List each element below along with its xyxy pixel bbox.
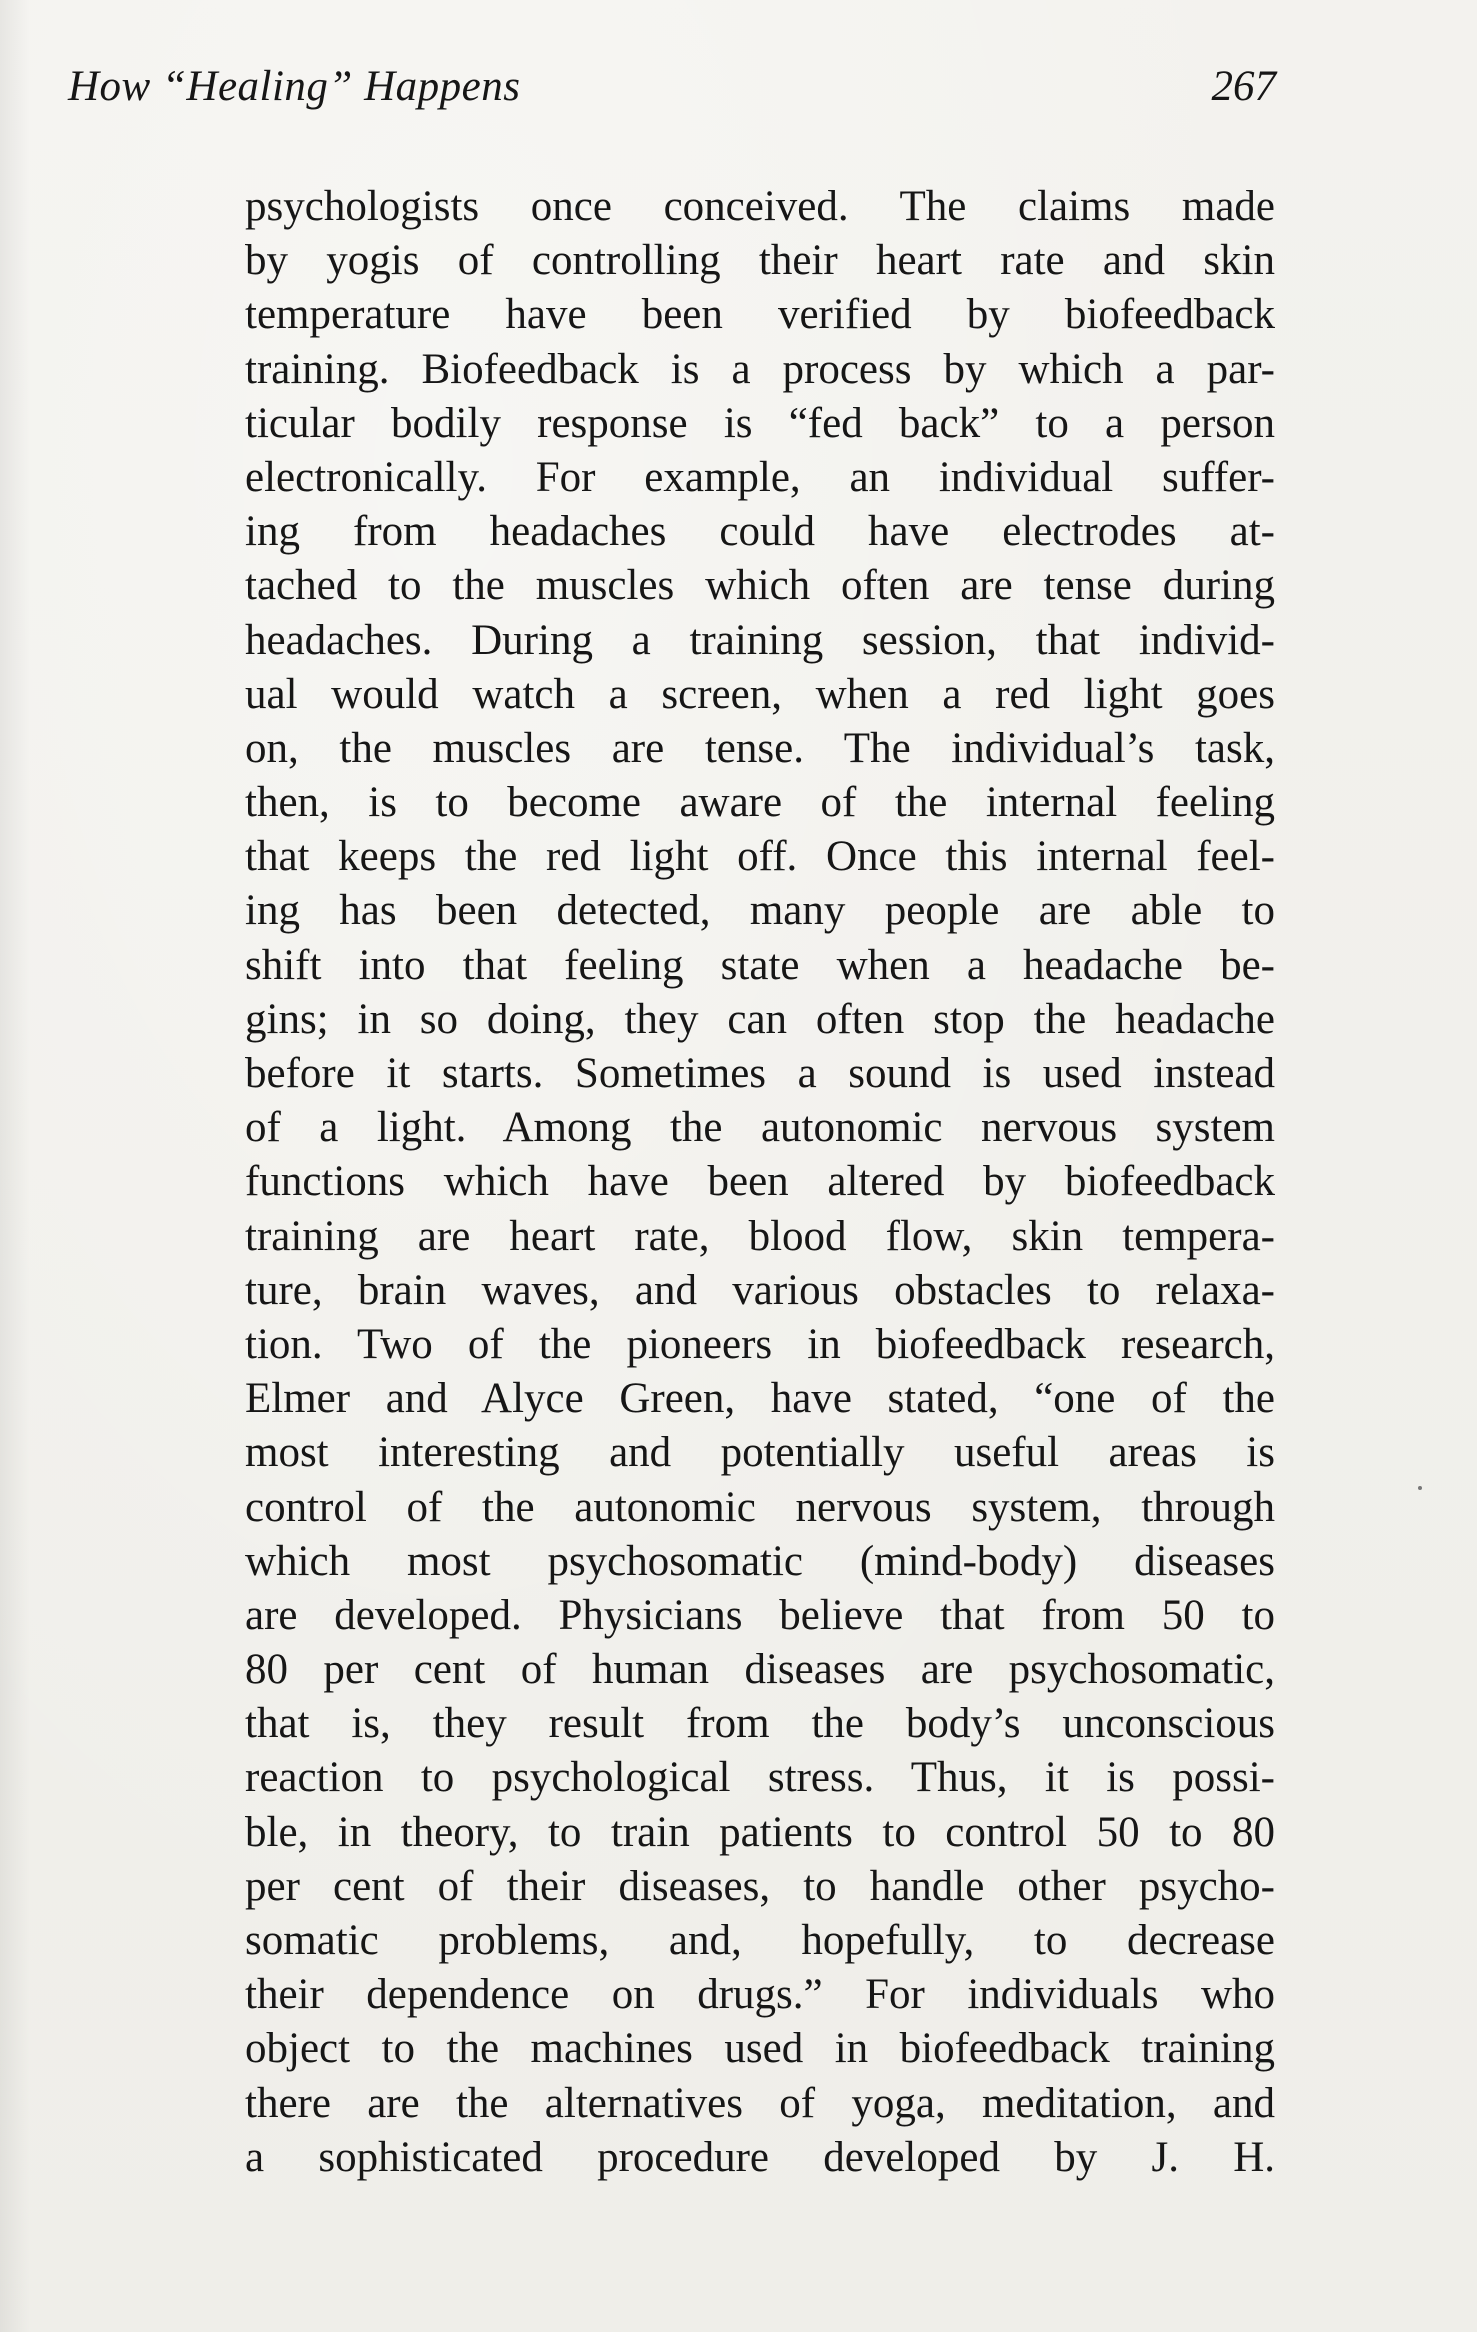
- text-line: electronically. For example, an individual suffer-: [245, 453, 1275, 501]
- page-gutter-shadow: [0, 0, 30, 2332]
- text-line: most interesting and potentially useful areas is: [245, 1429, 1275, 1477]
- text-line: gins; in so doing, they can often stop the headache: [245, 995, 1275, 1043]
- text-line: Elmer and Alyce Green, have stated, “one of the: [245, 1375, 1275, 1423]
- text-line: training. Biofeedback is a process by which a par-: [245, 345, 1275, 393]
- text-line: per cent of their diseases, to handle other psycho-: [245, 1862, 1275, 1910]
- text-line: shift into that feeling state when a headache be-: [245, 941, 1275, 989]
- text-line: headaches. During a training session, that individ-: [245, 616, 1275, 664]
- text-line: psychologists once conceived. The claims made: [245, 183, 1275, 230]
- text-line: a sophisticated procedure developed by J. H.: [245, 2133, 1275, 2181]
- text-line: before it starts. Sometimes a sound is used instead: [245, 1050, 1275, 1097]
- ink-speck: [1418, 1486, 1422, 1490]
- text-line: ble, in theory, to train patients to control 50 to 80: [245, 1808, 1275, 1856]
- text-line: 80 per cent of human diseases are psychosomatic,: [245, 1646, 1275, 1694]
- text-line: reaction to psychological stress. Thus, it is possi-: [245, 1754, 1275, 1802]
- running-head: How “Healing” Happens: [68, 63, 521, 110]
- text-line: ture, brain waves, and various obstacles to relaxa-: [245, 1266, 1275, 1314]
- text-line: temperature have been verified by biofeedback: [245, 291, 1275, 339]
- text-line: control of the autonomic nervous system, through: [245, 1483, 1275, 1531]
- text-line: somatic problems, and, hopefully, to decrease: [245, 1917, 1275, 1964]
- text-line: that keeps the red light off. Once this internal feel-: [245, 833, 1275, 881]
- text-line: ing has been detected, many people are able to: [245, 887, 1275, 935]
- text-line: which most psychosomatic (mind-body) diseases: [245, 1537, 1275, 1585]
- text-line: object to the machines used in biofeedback training: [245, 2025, 1275, 2073]
- text-line: their dependence on drugs.” For individuals who: [245, 1971, 1275, 2019]
- text-line: ticular bodily response is “fed back” to a person: [245, 399, 1275, 447]
- text-line: tion. Two of the pioneers in biofeedback research,: [245, 1320, 1275, 1368]
- text-line: by yogis of controlling their heart rate and skin: [245, 237, 1275, 285]
- text-line: on, the muscles are tense. The individual’s task,: [245, 724, 1275, 772]
- text-line: of a light. Among the autonomic nervous system: [245, 1104, 1275, 1152]
- text-line: that is, they result from the body’s unconscious: [245, 1700, 1275, 1748]
- page-number: 267: [1211, 63, 1276, 110]
- text-line: tached to the muscles which often are tense during: [245, 562, 1275, 610]
- text-line: ual would watch a screen, when a red light goes: [245, 670, 1275, 718]
- text-line: training are heart rate, blood flow, skin tempera-: [245, 1212, 1275, 1260]
- body-text: [245, 180, 1275, 2185]
- text-line: then, is to become aware of the internal feeling: [245, 779, 1275, 827]
- text-line: there are the alternatives of yoga, meditation, and: [245, 2079, 1275, 2127]
- text-line: are developed. Physicians believe that from 50 to: [245, 1591, 1275, 1639]
- text-line: functions which have been altered by biofeedback: [245, 1158, 1275, 1206]
- page-header: [68, 62, 1276, 132]
- text-line: ing from headaches could have electrodes at-: [245, 508, 1275, 556]
